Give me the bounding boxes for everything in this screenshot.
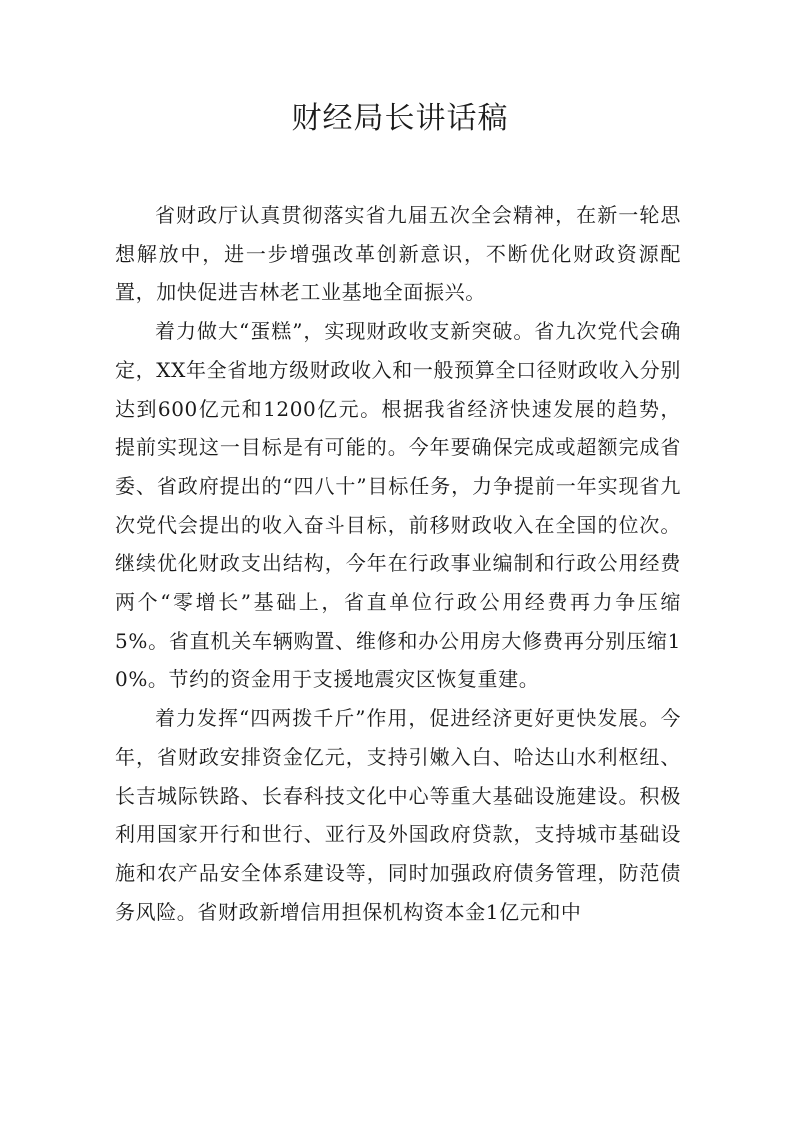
document-title: 财经局长讲话稿 [291,101,509,136]
paragraph-investment: 着力发挥“四两拨千斤”作用，促进经济更好更快发展。今年，省财政安排资金亿元，支持引嫩入白、哈达山水利枢纽、长吉城际铁路、长春科技文化中心等重大基础设施建设。积极利用国家开行和世行、亚行及外国政府贷款，支持城市基础设施和农产品安全体系建设等，同时加强政府债务管理，防范债务风险。省财政新增信用担保机构资本金1亿元和中 [115,706,681,924]
paragraph-intro: 省财政厅认真贯彻落实省九届五次全会精神，在新一轮思想解放中，进一步增强改革创新意识，不断优化财政资源配置，加快促进吉林老工业基地全面振兴。 [115,203,681,305]
paragraph-revenue: 着力做大“蛋糕”，实现财政收支新突破。省九次党代会确定，XX年全省地方级财政收入和一般预算全口径财政收入分别达到600亿元和1200亿元。根据我省经济快速发展的趋势，提前实现这一目标是有可能的。今年要确保完成或超额完成省委、省政府提出的“四八十”目标任务，力争提前一年实现省九次党代会提出的收入奋斗目标，前移财政收入在全国的位次。继续优化财政支出结构，今年在行政事业编制和行政公用经费两个“零增长”基础上，省直单位行政公用经费再力争压缩5%。省直机关车辆购置、维修和办公用房大修费再分别压缩10%。节约的资金用于支援地震灾区恢复重建。 [115,319,681,692]
document-body [115,196,681,931]
